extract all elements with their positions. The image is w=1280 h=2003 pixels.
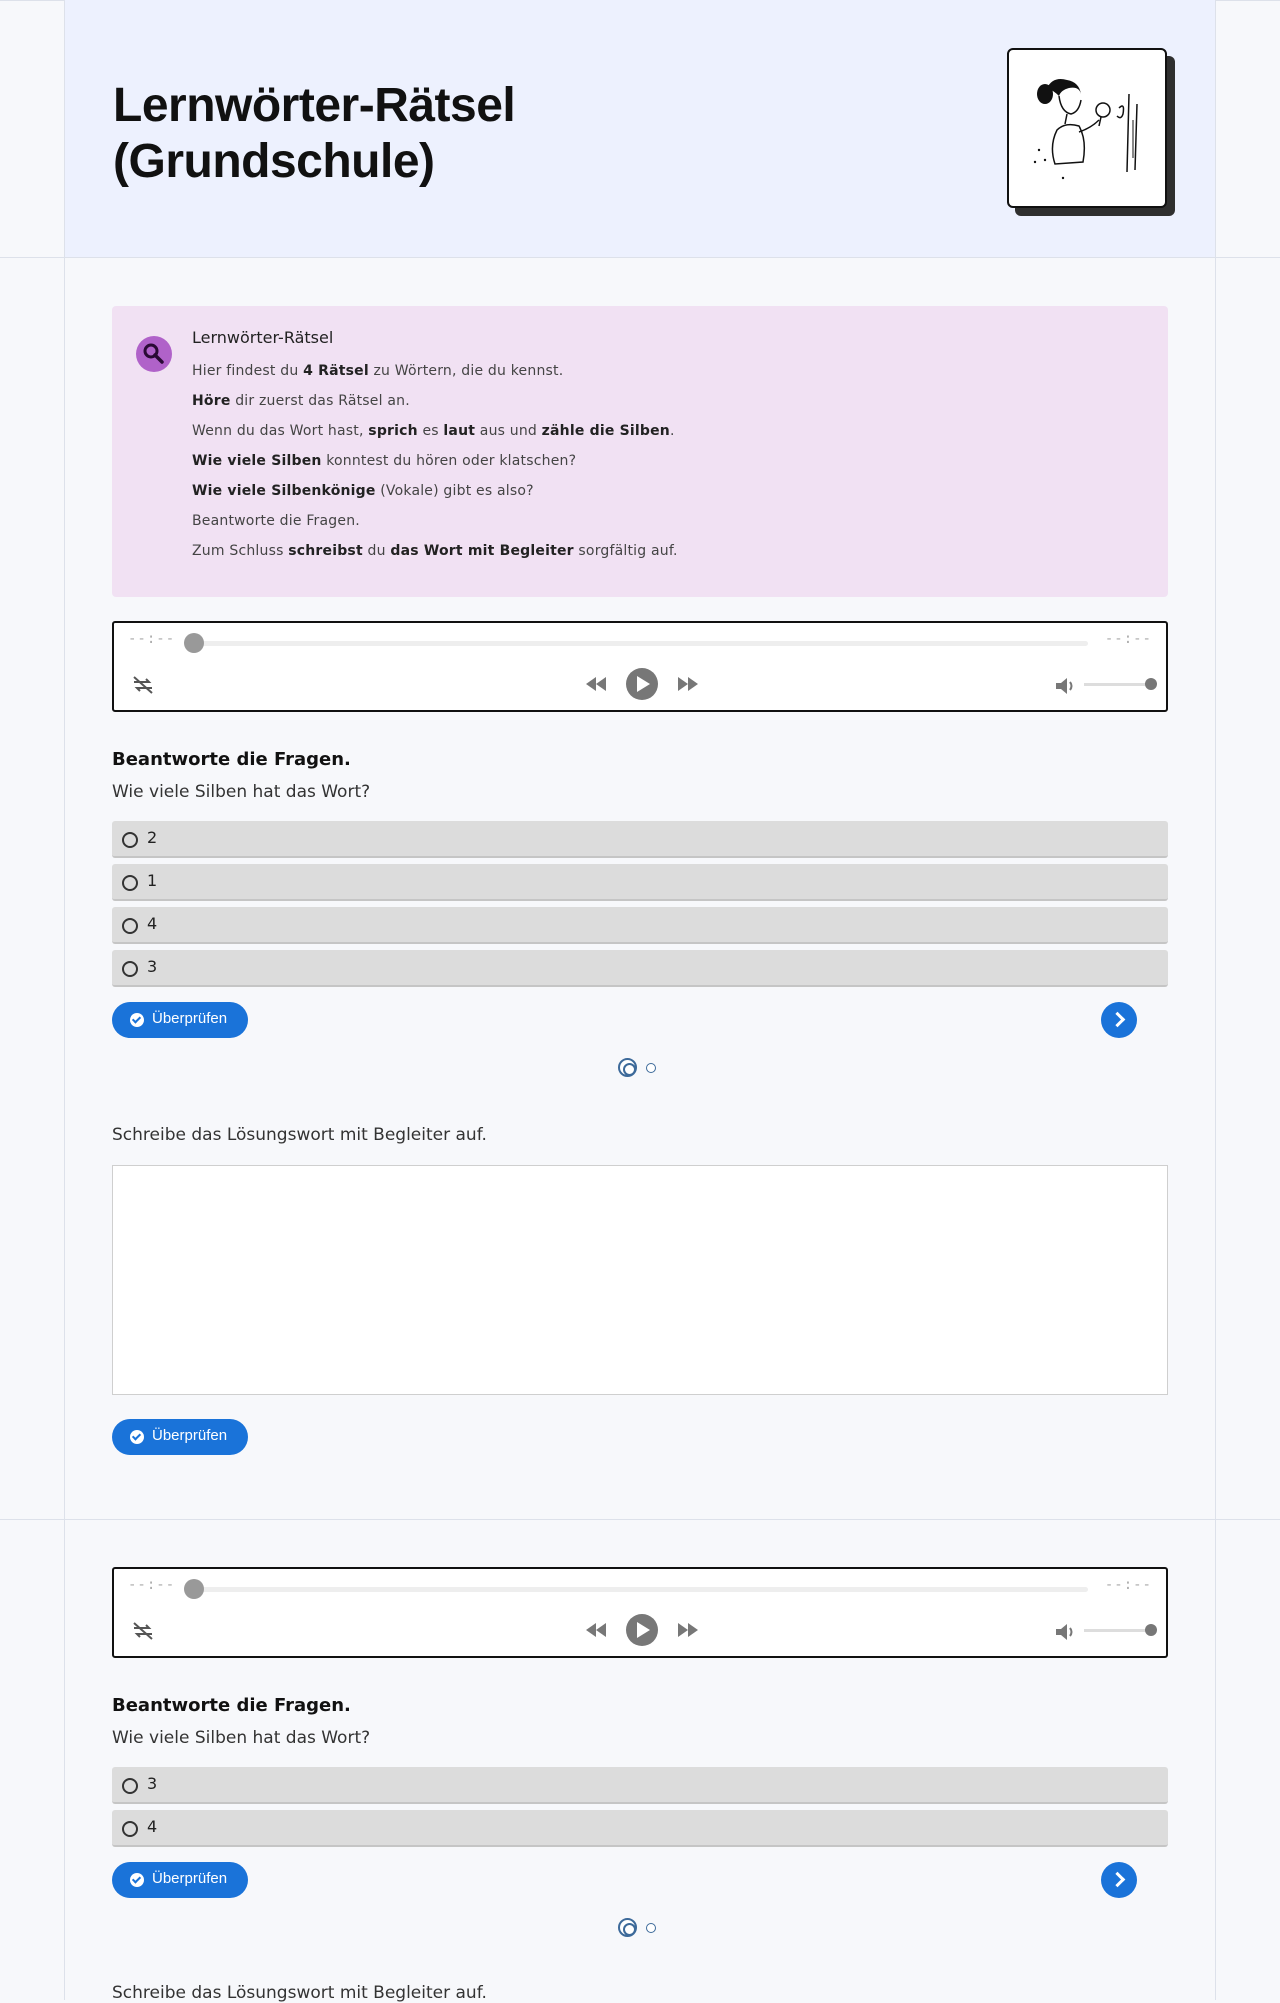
instruction-emphasis: Wie viele Silben [192, 453, 322, 469]
check-button-label: Überprüfen [152, 1010, 228, 1027]
instruction-text: es [417, 423, 444, 439]
playback-controls [582, 1611, 702, 1649]
instructions-box [112, 306, 1168, 597]
instruction-emphasis: laut [443, 423, 476, 439]
volume-slider[interactable] [1084, 1629, 1154, 1632]
option-label: 3 [147, 1774, 158, 1793]
instruction-line [192, 386, 1132, 416]
check-button-label: Überprüfen [152, 1870, 228, 1887]
question-text: Wie viele Silben hat das Wort? [112, 782, 371, 802]
option-label: 3 [147, 957, 158, 976]
volume-knob[interactable] [1145, 678, 1157, 690]
slide-dot-active[interactable] [618, 1918, 637, 1937]
option-label: 4 [147, 1817, 158, 1836]
check-button[interactable] [112, 1002, 248, 1038]
header-illustration [1007, 48, 1167, 208]
instructions-lines [192, 356, 1132, 566]
slide-dot[interactable] [646, 1063, 656, 1073]
answer-option[interactable] [112, 950, 1168, 987]
instruction-text: aus und [475, 423, 542, 439]
fast-forward-icon[interactable] [678, 677, 698, 691]
instruction-emphasis: das Wort mit Begleiter [390, 543, 574, 559]
instruction-text: sorgfältig auf. [573, 543, 678, 559]
total-time: --:-- [1104, 1577, 1152, 1593]
question-text: Wie viele Silben hat das Wort? [112, 1728, 371, 1748]
instruction-text: . [669, 423, 675, 439]
question-heading: Beantworte die Fragen. [112, 1695, 351, 1716]
page-title: Lernwörter-Rätsel (Grundschule) [113, 79, 516, 188]
answer-textarea[interactable] [112, 1165, 1168, 1395]
repeat-icon[interactable] [130, 673, 156, 697]
slide-dot[interactable] [646, 1923, 656, 1933]
volume-knob[interactable] [1145, 1624, 1157, 1636]
rewind-icon[interactable] [586, 677, 606, 691]
answer-option[interactable] [112, 907, 1168, 944]
radio-button[interactable] [122, 875, 138, 891]
grid-line [1215, 0, 1216, 2000]
radio-button[interactable] [122, 1778, 138, 1794]
check-button[interactable] [112, 1419, 248, 1455]
option-label: 1 [147, 871, 158, 890]
instructions-title: Lernwörter-Rätsel [192, 328, 334, 347]
play-icon[interactable] [626, 668, 658, 700]
instruction-line [192, 356, 1132, 386]
volume-icon[interactable] [1054, 675, 1078, 697]
grid-line [0, 1519, 1280, 1520]
instruction-line [192, 416, 1132, 446]
instruction-text: (Vokale) gibt es also? [375, 483, 534, 499]
instruction-text: Beantworte die Fragen. [192, 513, 360, 529]
instruction-text: dir zuerst das Rätsel an. [230, 393, 410, 409]
instruction-line [192, 446, 1132, 476]
page-header [65, 0, 1215, 257]
volume-icon[interactable] [1054, 1621, 1078, 1643]
radio-button[interactable] [122, 1821, 138, 1837]
chevron-right-icon[interactable] [1101, 1862, 1137, 1898]
write-prompt: Schreibe das Lösungswort mit Begleiter auf. [112, 1125, 487, 1145]
option-label: 4 [147, 914, 158, 933]
question-heading: Beantworte die Fragen. [112, 749, 351, 770]
answer-option[interactable] [112, 1810, 1168, 1847]
check-circle-icon [130, 1873, 144, 1887]
play-icon[interactable] [626, 1614, 658, 1646]
slide-indicator [618, 1058, 658, 1078]
magnifier-icon [136, 336, 172, 372]
illustration-card [1007, 48, 1167, 208]
detective-girl-icon [1009, 50, 1165, 206]
check-circle-icon [130, 1430, 144, 1444]
volume-slider[interactable] [1084, 683, 1154, 686]
fast-forward-icon[interactable] [678, 1623, 698, 1637]
answer-option[interactable] [112, 864, 1168, 901]
radio-button[interactable] [122, 832, 138, 848]
option-label: 2 [147, 828, 158, 847]
instruction-text: Zum Schluss [192, 543, 289, 559]
instruction-text: du [362, 543, 391, 559]
answer-option[interactable] [112, 1767, 1168, 1804]
seek-bar[interactable] [192, 641, 1088, 646]
total-time: --:-- [1104, 631, 1152, 647]
write-prompt: Schreibe das Lösungswort mit Begleiter auf. [112, 1983, 487, 2003]
instruction-line [192, 506, 1132, 536]
seek-bar[interactable] [192, 1587, 1088, 1592]
chevron-right-icon[interactable] [1101, 1002, 1137, 1038]
grid-line [64, 0, 65, 2000]
repeat-icon[interactable] [130, 1619, 156, 1643]
instruction-text: Hier findest du [192, 363, 304, 379]
check-button[interactable] [112, 1862, 248, 1898]
instruction-text: zu Wörtern, die du kennst. [368, 363, 564, 379]
instruction-line [192, 476, 1132, 506]
audio-player [112, 1567, 1168, 1658]
radio-button[interactable] [122, 918, 138, 934]
instruction-text: Wenn du das Wort hast, [192, 423, 369, 439]
slide-indicator [618, 1918, 658, 1938]
seek-knob[interactable] [184, 1579, 204, 1599]
audio-player [112, 621, 1168, 712]
grid-line [0, 257, 1280, 258]
current-time: --:-- [128, 1577, 176, 1593]
instruction-emphasis: Wie viele Silbenkönige [192, 483, 376, 499]
rewind-icon[interactable] [586, 1623, 606, 1637]
instruction-emphasis: schreibst [288, 543, 363, 559]
check-circle-icon [130, 1013, 144, 1027]
instruction-emphasis: sprich [368, 423, 418, 439]
instruction-emphasis: Höre [192, 393, 231, 409]
seek-knob[interactable] [184, 633, 204, 653]
check-button-label: Überprüfen [152, 1427, 228, 1444]
instructions-text [192, 328, 1132, 566]
playback-controls [582, 665, 702, 703]
instruction-text: konntest du hören oder klatschen? [321, 453, 577, 469]
instruction-emphasis: 4 Rätsel [303, 363, 369, 379]
instruction-emphasis: zähle die Silben [541, 423, 670, 439]
answer-option[interactable] [112, 821, 1168, 858]
slide-dot-active[interactable] [618, 1058, 637, 1077]
current-time: --:-- [128, 631, 176, 647]
radio-button[interactable] [122, 961, 138, 977]
instruction-line [192, 536, 1132, 566]
